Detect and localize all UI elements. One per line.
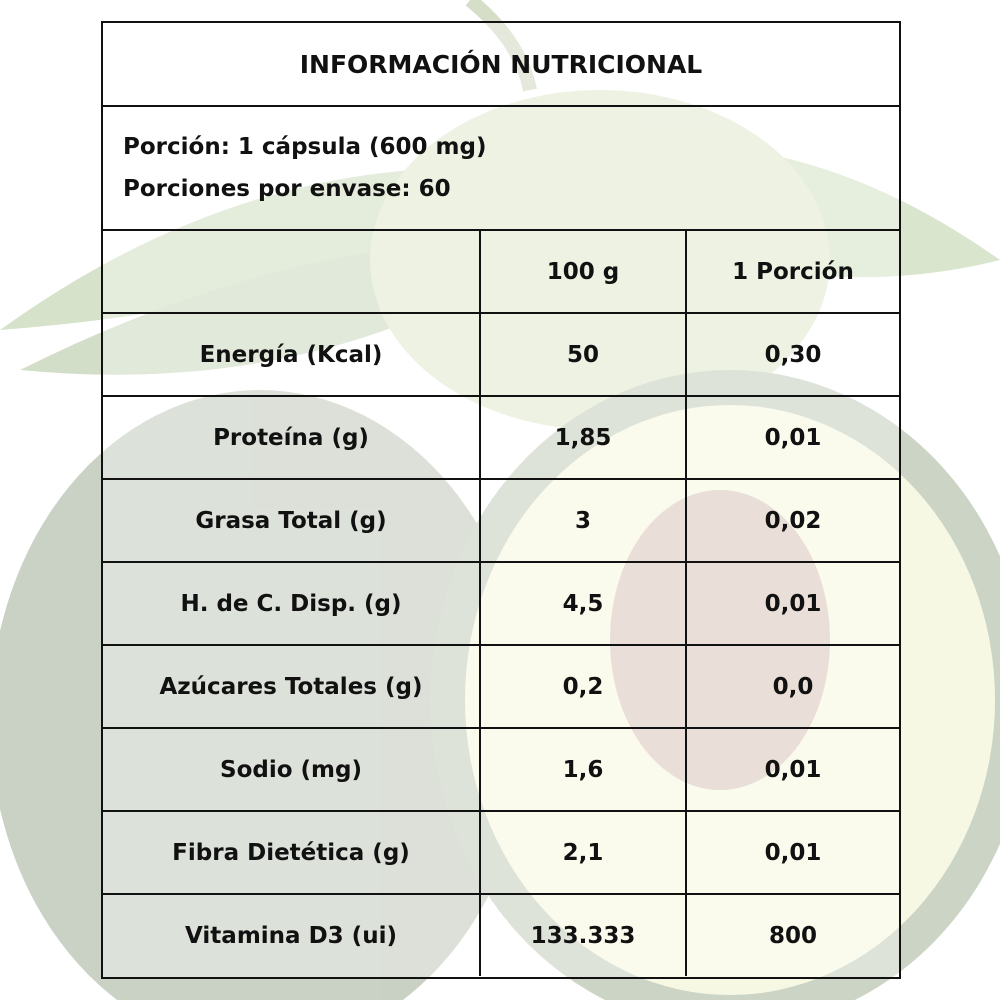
per-serving-cell: 0,01 xyxy=(686,728,899,811)
per-100g-cell: 50 xyxy=(480,313,686,396)
nutrient-name-cell: Grasa Total (g) xyxy=(103,479,480,562)
servings-per-container: Porciones por envase: 60 xyxy=(123,176,451,202)
table-row xyxy=(103,645,899,728)
per-serving-cell: 0,30 xyxy=(686,313,899,396)
nutrient-name-cell: Sodio (mg) xyxy=(103,728,480,811)
nutrition-facts-panel xyxy=(101,21,901,979)
serving-size: Porción: 1 cápsula (600 mg) xyxy=(123,134,487,160)
serving-info xyxy=(103,107,899,231)
per-100g-cell: 133.333 xyxy=(480,894,686,976)
per-100g-cell: 3 xyxy=(480,479,686,562)
table-row xyxy=(103,396,899,479)
per-serving-cell: 0,01 xyxy=(686,396,899,479)
nutrient-name-cell: Proteína (g) xyxy=(103,396,480,479)
nutrition-table xyxy=(103,231,899,976)
nutrient-name-cell: Energía (Kcal) xyxy=(103,313,480,396)
table-row xyxy=(103,479,899,562)
table-row xyxy=(103,562,899,645)
per-100g-cell: 1,6 xyxy=(480,728,686,811)
per-100g-cell: 0,2 xyxy=(480,645,686,728)
per-serving-cell: 0,01 xyxy=(686,811,899,894)
table-row xyxy=(103,894,899,976)
per-100g-cell: 1,85 xyxy=(480,396,686,479)
per-serving-cell: 0,0 xyxy=(686,645,899,728)
column-header-per-serving: 1 Porción xyxy=(686,231,899,313)
nutrient-name-cell: H. de C. Disp. (g) xyxy=(103,562,480,645)
nutrient-name-cell: Azúcares Totales (g) xyxy=(103,645,480,728)
panel-title: INFORMACIÓN NUTRICIONAL xyxy=(103,23,899,107)
per-100g-cell: 2,1 xyxy=(480,811,686,894)
column-header-per-100g: 100 g xyxy=(480,231,686,313)
column-header-nutrient xyxy=(103,231,480,313)
nutrient-name-cell: Fibra Dietética (g) xyxy=(103,811,480,894)
table-row xyxy=(103,728,899,811)
per-serving-cell: 800 xyxy=(768,922,817,949)
table-row xyxy=(103,313,899,396)
per-serving-cell: 0,01 xyxy=(686,562,899,645)
table-row xyxy=(103,811,899,894)
table-header-row xyxy=(103,231,899,313)
nutrient-name-cell: Vitamina D3 (ui) xyxy=(103,894,480,976)
per-serving-cell: 0,02 xyxy=(686,479,899,562)
per-100g-cell: 4,5 xyxy=(480,562,686,645)
